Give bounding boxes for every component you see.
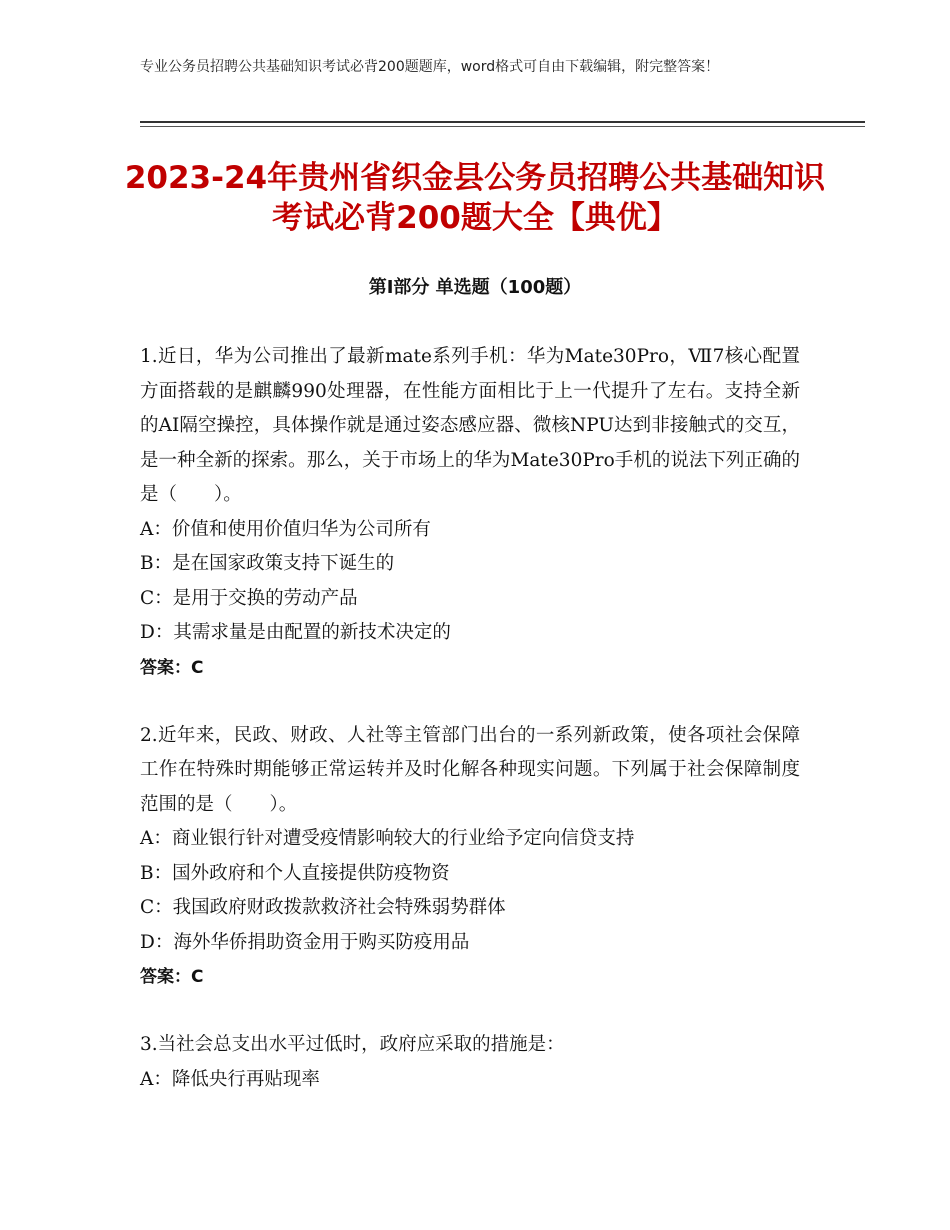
section-title: 第Ⅰ部分 单选题（100题） (368, 277, 582, 298)
question-2 (140, 719, 800, 995)
header-note: 专业公务员招聘公共基础知识考试必背200题题库，word格式可自由下载编辑，附完整答案！ (140, 59, 720, 75)
question-1 (140, 340, 800, 685)
question-stem: 3.当社会总支出水平过低时，政府应采取的措施是： (140, 1034, 565, 1055)
option-a: A：降低央行再贴现率 (140, 1068, 320, 1090)
document-title: 2023-24年贵州省织金县公务员招聘公共基础知识考试必背200题大全【典优】 (124, 160, 826, 236)
option-a: A：价值和使用价值归华为公司所有 (140, 518, 431, 540)
option-b: B：国外政府和个人直接提供防疫物资 (140, 862, 450, 884)
option-c: C：是用于交换的劳动产品 (140, 587, 358, 609)
question-list (140, 340, 800, 1131)
question-3 (140, 1028, 800, 1097)
option-c: C：我国政府财政拨款救济社会特殊弱势群体 (140, 897, 506, 918)
option-d: D：海外华侨捐助资金用于购买防疫用品 (140, 931, 470, 953)
question-stem: 1.近日，华为公司推出了最新mate系列手机：华为Mate30Pro，Ⅶ7核心配置方面搭载的是麒麟990处理器，在性能方面相比于上一代提升了左右。支持全新的AI隔空操控，具体操作就是通过姿态感应器、微核NPU达到非接触式的交互，是一种全新的探索。那么，关于市场上的华为Mate30Pro手机的说法下列正确的是（ ）。 (140, 346, 800, 505)
answer: 答案：C (140, 657, 204, 678)
question-stem: 2.近年来，民政、财政、人社等主管部门出台的一系列新政策，使各项社会保障工作在特殊时期能够正常运转并及时化解各种现实问题。下列属于社会保障制度范围的是（ ）。 (140, 724, 800, 815)
header-divider-thick (140, 121, 865, 123)
header-divider-thin (140, 126, 865, 127)
option-b: B：是在国家政策支持下诞生的 (140, 553, 395, 574)
option-d: D：其需求量是由配置的新技术决定的 (140, 622, 451, 643)
answer: 答案：C (140, 967, 204, 987)
option-a: A：商业银行针对遭受疫情影响较大的行业给予定向信贷支持 (140, 828, 635, 849)
